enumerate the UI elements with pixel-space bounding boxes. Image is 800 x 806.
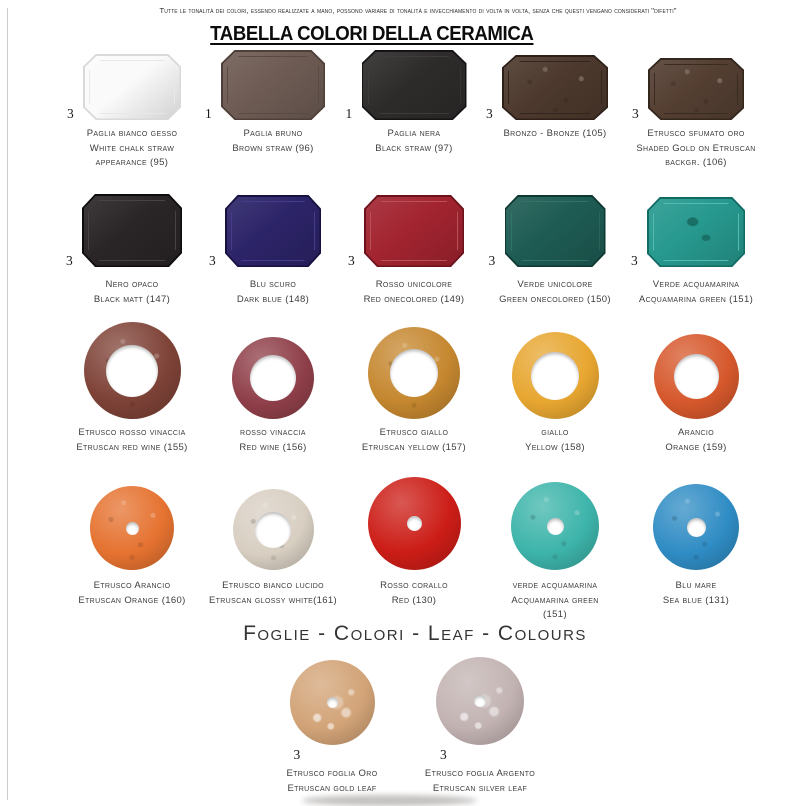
leaf-disc xyxy=(290,660,375,745)
ceramic-tile-inner-line xyxy=(370,201,458,261)
swatch-label-line: Paglia bruno xyxy=(243,128,303,139)
swatch-cell xyxy=(203,323,343,455)
ceramic-tile xyxy=(83,54,181,120)
quantity-number: 3 xyxy=(440,747,447,762)
ceramic-tile xyxy=(225,195,321,267)
quantity-number: 3 xyxy=(486,106,493,121)
swatch-cell xyxy=(262,653,402,796)
swatch-shape-wrap xyxy=(90,478,174,570)
quantity-number: 3 xyxy=(631,253,638,268)
swatch-label-line: Verde acquamarina xyxy=(652,279,740,290)
swatch-label-line: Etrusco sfumato oro xyxy=(647,128,745,139)
swatch-cell xyxy=(485,478,625,623)
swatch-label xyxy=(196,426,350,455)
swatch-shape-wrap xyxy=(631,193,745,268)
quantity-number: 3 xyxy=(67,106,74,121)
swatch-label-line: Dark blue (148) xyxy=(236,293,310,305)
swatch-label xyxy=(196,278,350,307)
swatch-label-line: Etrusco foglia Argento xyxy=(424,768,536,779)
swatch-cell xyxy=(344,323,484,455)
ceramic-tile xyxy=(647,197,745,267)
swatch-cell xyxy=(485,323,625,455)
swatch-label-line: Black straw (97) xyxy=(375,142,453,154)
ceramic-tile-inner-line xyxy=(653,203,739,261)
ceramic-tile-inner-line xyxy=(89,60,175,114)
swatch-cell xyxy=(62,193,202,307)
ceramic-ring xyxy=(512,332,599,419)
disclaimer-text: Tutte le tonalità dei colori, essendo realizzate a mano, possono variare di tonalità e invecchiamento di volta in volta, senza che questi vengano considerati "difetti" xyxy=(159,6,677,15)
swatch-label-line: Green onecolored (150) xyxy=(499,293,611,305)
swatch-label-line: Blu scuro xyxy=(249,279,297,290)
center-hole xyxy=(255,512,291,548)
swatch-shape-wrap xyxy=(488,193,606,268)
ceramic-disc xyxy=(653,484,739,570)
center-hole xyxy=(407,516,422,531)
swatch-shape-wrap xyxy=(67,50,181,121)
swatch-label-line: Shaded Gold on Etruscan xyxy=(636,142,756,154)
swatch-label-line: Etrusco Arancio xyxy=(93,580,171,591)
ceramic-tile xyxy=(364,195,464,267)
swatch-cell xyxy=(410,653,550,796)
swatch-label xyxy=(619,579,773,608)
swatch-cell xyxy=(344,50,484,171)
swatch-label-line: Nero opaco xyxy=(105,279,159,290)
swatch-cell xyxy=(62,323,202,455)
swatch-cell xyxy=(626,193,766,307)
center-hole xyxy=(687,518,706,537)
swatch-label xyxy=(478,278,632,307)
center-hole xyxy=(531,352,579,400)
ceramic-ring xyxy=(654,334,739,419)
center-hole xyxy=(250,355,296,401)
swatch-shape-wrap xyxy=(209,193,321,268)
swatch-label-line: Black matt (147) xyxy=(93,293,171,305)
ceramic-tile xyxy=(82,194,182,267)
swatch-shape-wrap xyxy=(205,50,325,121)
center-hole xyxy=(106,345,158,397)
swatch-label-line: Red onecolored (149) xyxy=(363,293,465,305)
swatch-label-line: Etruscan red wine (155) xyxy=(76,441,188,453)
ceramic-tile-inner-line xyxy=(368,56,461,114)
swatch-label-line: Acquamarina green (151) xyxy=(638,293,754,305)
swatch-label-line: White chalk straw xyxy=(89,142,175,154)
swatch-cell xyxy=(344,193,484,307)
swatch-label xyxy=(55,278,209,307)
ceramic-tile-inner-line xyxy=(508,61,602,114)
swatch-label xyxy=(619,426,773,455)
ceramic-ring xyxy=(232,337,314,419)
swatch-row-2 xyxy=(62,193,766,307)
swatch-cell xyxy=(485,193,625,307)
swatch-label-line: Etruscan gold leaf xyxy=(287,782,377,794)
center-hole xyxy=(390,349,438,397)
swatch-label xyxy=(619,278,773,307)
swatch-cell xyxy=(344,478,484,623)
ceramic-tile-inner-line xyxy=(654,64,738,114)
swatch-label-line: Rosso unicolore xyxy=(375,279,453,290)
ceramic-tile xyxy=(648,58,744,120)
swatch-label-line: Brown straw (96) xyxy=(232,142,314,154)
swatch-label-line: Arancio xyxy=(677,427,714,438)
swatch-label-line: Sea blue (131) xyxy=(662,594,730,606)
swatch-label-line: Orange (159) xyxy=(665,441,727,453)
swatch-label xyxy=(337,426,491,455)
swatch-label xyxy=(478,579,632,623)
swatch-label xyxy=(403,767,557,796)
swatch-cell xyxy=(626,50,766,171)
swatch-shape-wrap xyxy=(653,478,739,570)
page-title-wrap xyxy=(0,23,744,46)
swatch-cell xyxy=(626,478,766,623)
swatch-shape-wrap xyxy=(436,653,524,762)
swatch-label-line: rosso vinaccia xyxy=(240,427,306,438)
swatch-shape-wrap xyxy=(232,323,314,419)
swatch-label-line: backgr. (106) xyxy=(665,157,727,169)
leaf-section-title: Foglie - Colori - Leaf - Colours xyxy=(243,622,587,645)
swatch-label-line: Verde unicolore xyxy=(517,279,593,290)
swatch-label-line: Paglia bianco gesso xyxy=(86,128,178,139)
swatch-cell xyxy=(203,193,343,307)
quantity-number: 3 xyxy=(488,253,496,268)
ceramic-tile xyxy=(221,50,325,120)
swatch-label-line: Etruscan silver leaf xyxy=(432,782,528,794)
ceramic-tile-inner-line xyxy=(88,200,176,261)
leaf-row xyxy=(262,653,550,796)
swatch-label-line: Blu mare xyxy=(675,580,717,591)
swatch-label-line: Etrusco giallo xyxy=(379,427,449,438)
quantity-number: 3 xyxy=(66,253,73,268)
swatch-label xyxy=(196,579,350,608)
quantity-number: 1 xyxy=(345,106,353,121)
swatch-cell xyxy=(62,478,202,623)
ceramic-disc xyxy=(90,486,174,570)
quantity-number: 3 xyxy=(632,106,639,121)
ceramic-tile xyxy=(362,50,467,120)
swatch-shape-wrap xyxy=(345,50,467,121)
swatch-label xyxy=(55,426,209,455)
swatch-shape-wrap xyxy=(368,323,460,419)
swatch-label xyxy=(478,127,632,142)
ceramic-ring xyxy=(84,322,181,419)
quantity-number: 3 xyxy=(348,253,355,268)
swatch-row-4 xyxy=(62,478,766,623)
swatch-label xyxy=(478,426,632,455)
swatch-cell xyxy=(203,50,343,171)
ceramic-tile-inner-line xyxy=(511,201,600,261)
swatch-shape-wrap xyxy=(632,50,744,121)
swatch-label xyxy=(255,767,409,796)
ceramic-tile xyxy=(502,55,608,120)
swatch-label-line: verde acquamarina xyxy=(512,580,598,591)
center-hole xyxy=(674,354,719,399)
swatch-label-line: (151) xyxy=(543,609,567,621)
page-title: TABELLA COLORI DELLA CERAMICA xyxy=(210,23,534,45)
ceramic-tile xyxy=(505,195,606,267)
swatch-label-line: Acquamarina green xyxy=(511,594,599,606)
swatch-cell xyxy=(485,50,625,171)
swatch-label-line: giallo xyxy=(541,427,569,438)
swatch-label-line: Rosso corallo xyxy=(380,580,448,591)
swatch-label-line: Etrusco rosso vinaccia xyxy=(78,427,186,438)
swatch-label xyxy=(619,127,773,171)
swatch-cell xyxy=(203,478,343,623)
swatch-label xyxy=(337,278,491,307)
swatch-label xyxy=(337,579,491,608)
swatch-label-line: Red wine (156) xyxy=(239,441,307,453)
swatch-label xyxy=(196,127,350,156)
ceramic-disc xyxy=(233,489,314,570)
leaf-disc xyxy=(436,657,524,745)
center-hole xyxy=(474,695,486,707)
ceramic-disc xyxy=(511,482,599,570)
swatch-shape-wrap xyxy=(512,323,599,419)
quantity-number: 1 xyxy=(205,106,212,121)
quantity-number: 3 xyxy=(209,253,216,268)
ceramic-tile-inner-line xyxy=(231,201,315,261)
swatch-cell xyxy=(62,50,202,171)
swatch-label-line: Yellow (158) xyxy=(525,441,585,453)
swatch-row-1 xyxy=(62,50,766,171)
center-hole xyxy=(547,518,564,535)
ceramic-ring xyxy=(368,327,460,419)
swatch-label-line: Etruscan Orange (160) xyxy=(78,594,186,606)
swatch-label-line: Bronzo - Bronze (105) xyxy=(503,128,607,139)
swatch-label xyxy=(337,127,491,156)
swatch-label-line: Etrusco foglia Oro xyxy=(286,768,378,779)
swatch-label-line: Etruscan glossy white(161) xyxy=(208,594,338,606)
swatch-label-line: Paglia nera xyxy=(387,128,441,139)
swatch-label xyxy=(55,127,209,171)
swatch-shape-wrap xyxy=(348,193,464,268)
quantity-number: 3 xyxy=(293,747,301,762)
center-hole xyxy=(327,697,338,708)
ceramic-tile-inner-line xyxy=(227,56,319,114)
swatch-label-line: Etrusco bianco lucido xyxy=(222,580,324,591)
swatch-shape-wrap xyxy=(486,50,608,121)
swatch-label-line: appearance (95) xyxy=(95,157,169,169)
swatch-shape-wrap xyxy=(654,323,739,419)
swatch-shape-wrap xyxy=(290,653,375,762)
center-hole xyxy=(126,522,139,535)
swatch-shape-wrap xyxy=(233,478,314,570)
swatch-shape-wrap xyxy=(66,193,182,268)
swatch-row-3 xyxy=(62,323,766,455)
swatch-label-line: Red (130) xyxy=(391,594,437,606)
swatch-cell xyxy=(626,323,766,455)
swatch-label xyxy=(55,579,209,608)
page-border-line xyxy=(7,8,8,800)
swatch-shape-wrap xyxy=(511,478,599,570)
swatch-label-line: Etruscan yellow (157) xyxy=(361,441,467,453)
swatch-shape-wrap xyxy=(84,323,181,419)
ceramic-disc xyxy=(368,477,461,570)
swatch-shape-wrap xyxy=(368,478,461,570)
cropped-bottom-shape xyxy=(302,795,477,806)
